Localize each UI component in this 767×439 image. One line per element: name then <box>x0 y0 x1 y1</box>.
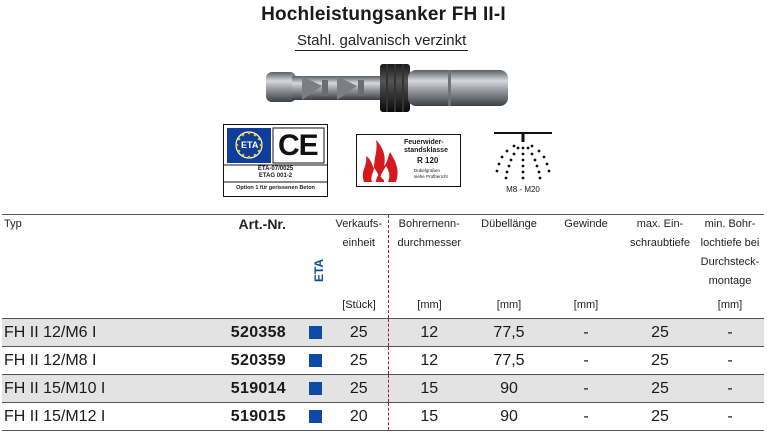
cell-lochtiefe: - <box>696 403 764 431</box>
col-bohrlochtiefe: min. Bohr- lochtiefe bei Durchsteck- montage [mm] <box>696 215 764 319</box>
anchor-product-image <box>262 58 512 120</box>
cell-gewinde: - <box>548 319 624 347</box>
cell-eta <box>300 403 330 431</box>
eta-approval-number: ETA-07/0025 <box>257 166 294 172</box>
cell-gewinde: - <box>548 375 624 403</box>
cell-duebel: 77,5 <box>470 319 548 347</box>
cell-artnr: 520358 <box>130 319 300 347</box>
cell-einschraub: 25 <box>624 375 696 403</box>
unit-gewinde-mm: [mm] <box>573 299 599 311</box>
fire-label-line1: Feuerwider- <box>404 139 444 146</box>
cell-einschraub: 25 <box>624 319 696 347</box>
cell-lochtiefe: - <box>696 375 764 403</box>
cell-einschraub: 25 <box>624 347 696 375</box>
cell-duebel: 90 <box>470 403 548 431</box>
table-row <box>2 375 764 403</box>
cell-einschraub: 25 <box>624 403 696 431</box>
eta-logo-text: ETA <box>241 140 259 150</box>
col-bohrernenndurchmesser: Bohrernenn- durchmesser [mm] <box>388 215 470 319</box>
cell-artnr: 519014 <box>130 375 300 403</box>
cell-gewinde: - <box>548 403 624 431</box>
eta-option-note: Option 1 für gerissenen Beton <box>236 185 315 191</box>
table-row <box>2 347 764 375</box>
overhead-installation-badge <box>492 130 554 194</box>
eta-approved-icon <box>309 382 322 395</box>
cell-eta <box>300 375 330 403</box>
cell-lochtiefe: - <box>696 319 764 347</box>
cell-vpe: 20 <box>330 403 388 431</box>
cell-bohr: 15 <box>388 375 470 403</box>
spec-table <box>2 214 764 431</box>
cell-artnr: 519015 <box>130 403 300 431</box>
cell-eta <box>300 347 330 375</box>
unit-stueck: [Stück] <box>342 299 376 311</box>
cell-eta <box>300 319 330 347</box>
col-gewinde: Gewinde [mm] <box>548 215 624 319</box>
fire-label-line2: standsklasse <box>404 147 448 154</box>
cell-vpe: 25 <box>330 375 388 403</box>
col-artnr: Art.-Nr. <box>238 216 286 232</box>
spray-caption: M8 - M20 <box>506 185 540 194</box>
fire-resistance-badge <box>356 134 461 187</box>
col-einschraubtiefe: max. Ein- schraubtiefe <box>630 218 690 249</box>
unit-duebel-mm: [mm] <box>496 299 522 311</box>
cell-bohr: 12 <box>388 347 470 375</box>
ce-mark: CE <box>278 129 318 162</box>
page-subtitle: Stahl. galvanisch verzinkt <box>297 32 467 49</box>
page-title: Hochleistungsanker FH II-I <box>261 4 506 25</box>
table-row <box>2 319 764 347</box>
fire-note-line2: siehe Prüfbericht <box>414 174 448 179</box>
fire-class: R 120 <box>417 156 439 165</box>
flame-icon <box>360 136 404 184</box>
eta-approved-icon <box>309 326 322 339</box>
cell-lochtiefe: - <box>696 347 764 375</box>
etag-guideline: ETAG 001-2 <box>258 173 293 179</box>
eta-ce-badge <box>223 124 328 197</box>
cell-typ: FH II 15/M12 I <box>2 403 130 431</box>
table-row <box>2 403 764 431</box>
cell-typ: FH II 12/M6 I <box>2 319 130 347</box>
eta-approved-icon <box>309 354 322 367</box>
cell-vpe: 25 <box>330 347 388 375</box>
spray-icon <box>492 130 554 186</box>
cell-typ: FH II 15/M10 I <box>2 375 130 403</box>
eta-approved-icon <box>309 410 322 423</box>
col-typ: Typ <box>4 218 22 230</box>
table-header-row <box>2 215 764 319</box>
cell-bohr: 12 <box>388 319 470 347</box>
col-verkaufseinheit: Verkaufs- einheit [Stück] <box>330 215 388 319</box>
cell-typ: FH II 12/M8 I <box>2 347 130 375</box>
cell-vpe: 25 <box>330 319 388 347</box>
unit-lochtiefe-mm: [mm] <box>717 299 743 311</box>
cell-bohr: 15 <box>388 403 470 431</box>
cell-artnr: 520359 <box>130 347 300 375</box>
col-eta: ETA <box>312 258 327 283</box>
cell-duebel: 90 <box>470 375 548 403</box>
cell-gewinde: - <box>548 347 624 375</box>
col-duebellaenge: Dübellänge [mm] <box>470 215 548 319</box>
cell-duebel: 77,5 <box>470 347 548 375</box>
fire-note-line1: Dübelgrößen <box>414 168 441 173</box>
unit-bohr-mm: [mm] <box>417 299 442 311</box>
